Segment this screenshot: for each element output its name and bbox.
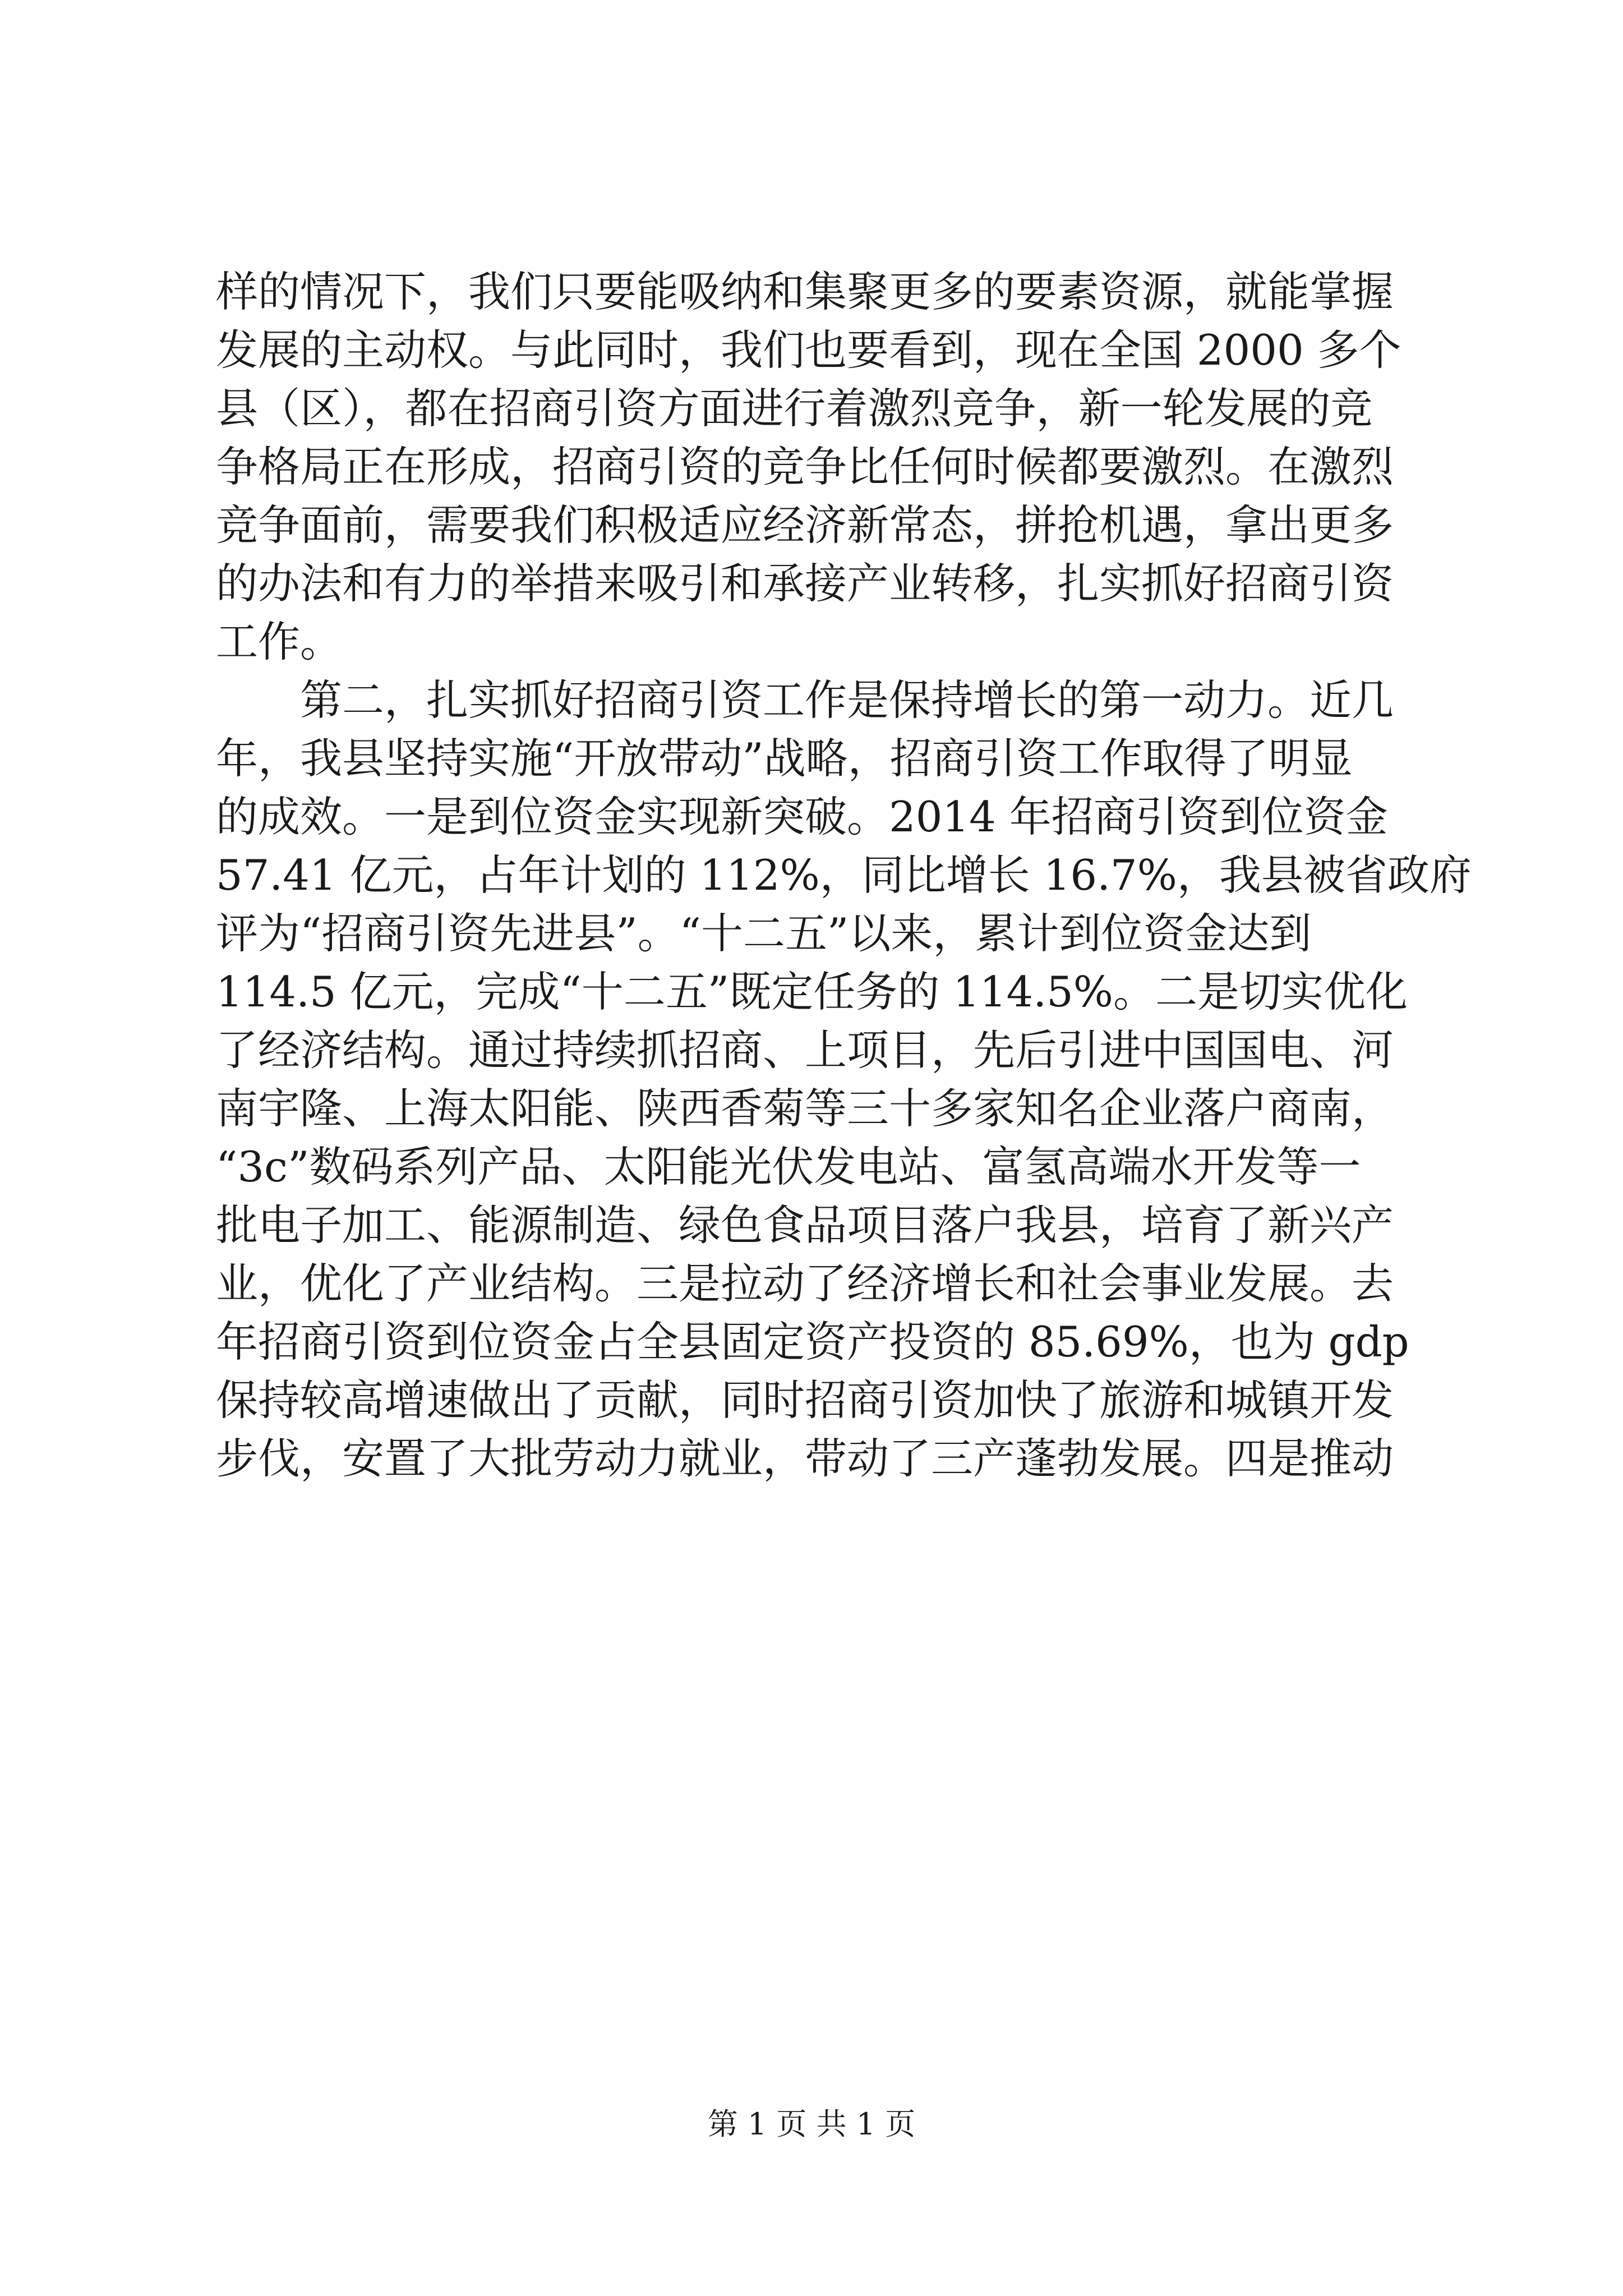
- text-line: 的成效。一是到位资金实现新突破。2014 年招商引资到位资金: [216, 792, 1388, 841]
- text-line: 114.5 亿元，完成“十二五”既定任务的 114.5%。二是切实优化: [216, 967, 1408, 1016]
- text-line: 批电子加工、能源制造、绿色食品项目落户我县，培育了新兴产: [216, 1200, 1394, 1250]
- text-line: 工作。: [216, 617, 343, 666]
- text-line: 评为“招商引资先进县”。“十二五”以来，累计到位资金达到: [216, 909, 1312, 958]
- page-footer: [0, 2105, 1623, 2144]
- text-line: 了经济结构。通过持续抓招商、上项目，先后引进中国国电、河: [216, 1025, 1394, 1075]
- text-line: 发展的主动权。与此同时，我们也要看到，现在全国 2000 多个: [216, 325, 1401, 375]
- text-line: 争格局正在形成，招商引资的竞争比任何时候都要激烈。在激烈: [216, 442, 1394, 491]
- text-line: 年，我县坚持实施“开放带动”战略，招商引资工作取得了明显: [216, 734, 1353, 783]
- paragraph-start-line: 第二，扎实抓好招商引资工作是保持增长的第一动力。近几: [216, 675, 1394, 725]
- text-line: 年招商引资到位资金占全县固定资产投资的 85.69%，也为 gdp: [216, 1317, 1409, 1366]
- text-line: 57.41 亿元，占年计划的 112%，同比增长 16.7%，我县被省政府: [216, 850, 1472, 900]
- text-line: 步伐，安置了大批劳动力就业，带动了三产蓬勃发展。四是推动: [216, 1434, 1394, 1483]
- document-body: [216, 263, 1472, 1488]
- text-line: 县（区），都在招商引资方面进行着激烈竞争，新一轮发展的竞: [216, 384, 1373, 433]
- text-line: 竞争面前，需要我们积极适应经济新常态，拼抢机遇，拿出更多: [216, 500, 1394, 550]
- text-line: 的办法和有力的举措来吸引和承接产业转移，扎实抓好招商引资: [216, 559, 1394, 608]
- text-line: 样的情况下，我们只要能吸纳和集聚更多的要素资源，就能掌握: [216, 267, 1394, 316]
- page-number: 第 1 页 共 1 页: [707, 2106, 916, 2142]
- text-line: 南宇隆、上海太阳能、陕西香菊等三十多家知名企业落户商南，: [216, 1084, 1394, 1133]
- text-line: 保持较高增速做出了贡献，同时招商引资加快了旅游和城镇开发: [216, 1375, 1394, 1425]
- text-line: “3c”数码系列产品、太阳能光伏发电站、富氢高端水开发等一: [216, 1142, 1361, 1191]
- text-line: 业，优化了产业结构。三是拉动了经济增长和社会事业发展。去: [216, 1259, 1394, 1308]
